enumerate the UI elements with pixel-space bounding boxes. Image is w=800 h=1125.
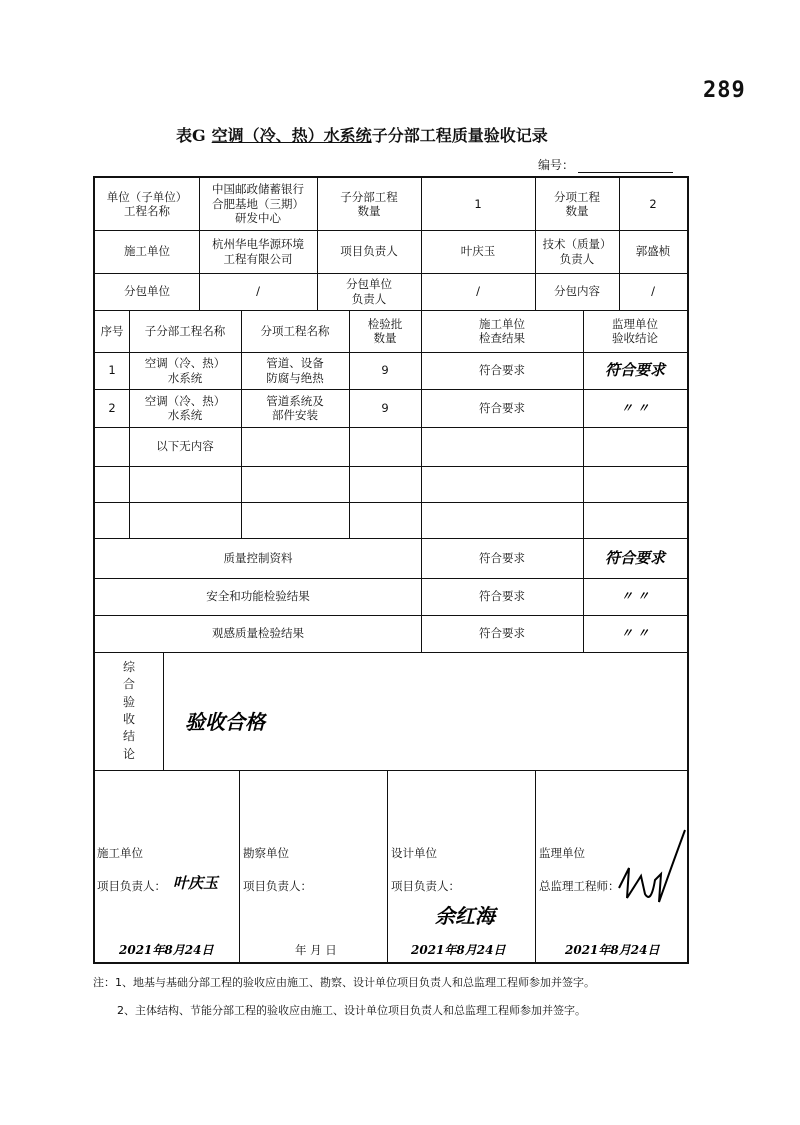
row-2-seq: 2	[108, 400, 116, 415]
row-2-item-project: 管道系统及 部件安装	[266, 393, 324, 422]
sig-design-role: 项目负责人：	[391, 879, 460, 893]
sig-constructor-sign: 叶庆玉	[173, 874, 219, 892]
sub-project-count-value: 1	[474, 196, 482, 211]
row-1-item-project: 管道、设备 防腐与绝热	[266, 356, 324, 385]
header-item-project: 分项工程名称	[260, 323, 330, 338]
form-title	[176, 123, 548, 146]
sig-survey-date: 年 月 日	[295, 943, 337, 957]
check-quality-control-label: 质量控制资料	[223, 550, 293, 565]
title-underlined: 空调（冷、热）水系统	[211, 126, 372, 145]
unit-name-value: 中国邮政储蓄银行 合肥基地（三期） 研发中心	[212, 182, 304, 226]
row-1-sub-project: 空调（冷、热） 水系统	[144, 356, 226, 385]
empty-note: 以下无内容	[156, 439, 214, 454]
page-number: 289	[703, 78, 746, 103]
sig-survey-role: 项目负责人：	[243, 879, 312, 893]
tech-lead-value: 郭盛桢	[635, 244, 671, 259]
row-1-check: 符合要求	[479, 363, 525, 378]
form-number	[538, 156, 673, 173]
sig-design-sign: 余红海	[435, 904, 495, 928]
item-count-value: 2	[649, 196, 657, 211]
sig-constructor-date: 2021年8月24日	[119, 943, 214, 957]
subcontract-content-label: 分包内容	[554, 284, 600, 299]
title-prefix: 表G	[176, 126, 206, 145]
subcontract-content-value: /	[651, 284, 655, 299]
row-2-sub-project: 空调（冷、热） 水系统	[144, 393, 226, 422]
sig-design-unit: 设计单位	[391, 846, 437, 860]
summary-value: 验收合格	[185, 709, 265, 734]
unit-name-label: 单位（子单位） 工程名称	[106, 189, 188, 218]
number-blank-line	[578, 160, 673, 173]
subcontractor-lead-label: 分包单位 负责人	[346, 277, 392, 306]
header-batch-count: 检验批 数量	[367, 316, 403, 345]
constructor-label: 施工单位	[124, 244, 170, 259]
check-safety-conclusion: 〃 〃	[620, 589, 650, 603]
row-1-batch-count: 9	[381, 363, 389, 378]
check-appearance-label: 观感质量检验结果	[212, 626, 304, 641]
check-appearance-result: 符合要求	[479, 626, 525, 641]
acceptance-form	[93, 176, 689, 964]
note-2: 2、主体结构、节能分部工程的验收应由施工、设计单位项目负责人和总监理工程师参加并签字。	[117, 1004, 586, 1017]
sig-survey-unit: 勘察单位	[243, 846, 289, 860]
summary-label: 综 合 验 收 结 论	[122, 659, 135, 761]
sig-design-date: 2021年8月24日	[411, 943, 506, 957]
supervisor-signature-scribble	[615, 828, 687, 908]
title-rest: 子分部工程质量验收记录	[371, 126, 548, 145]
project-manager-label: 项目负责人	[340, 244, 398, 259]
header-sub-project: 子分部工程名称	[144, 323, 226, 338]
sig-constructor-unit: 施工单位	[97, 846, 143, 860]
project-manager-value: 叶庆玉	[460, 244, 496, 259]
tech-lead-label: 技术（质量） 负责人	[542, 237, 612, 266]
constructor-value: 杭州华电华源环境 工程有限公司	[212, 237, 304, 266]
row-1-conclusion: 符合要求	[604, 361, 665, 380]
subcontractor-label: 分包单位	[124, 284, 170, 299]
note-1: 注：1、地基与基础分部工程的验收应由施工、勘察、设计单位项目负责人和总监理工程师参加并签字。	[93, 976, 595, 989]
sub-project-count-label: 子分部工程 数量	[340, 189, 398, 218]
row-2-check: 符合要求	[479, 400, 525, 415]
header-constructor-check: 施工单位 检查结果	[479, 316, 525, 345]
header-seq: 序号	[100, 323, 124, 338]
check-safety-result: 符合要求	[479, 589, 525, 604]
subcontractor-value: /	[256, 284, 260, 299]
sig-constructor-role: 项目负责人：	[97, 879, 166, 893]
row-2-batch-count: 9	[381, 400, 389, 415]
check-appearance-conclusion: 〃 〃	[620, 626, 650, 640]
row-2-conclusion: 〃 〃	[620, 400, 650, 415]
number-label: 编号：	[538, 158, 575, 172]
check-quality-control-result: 符合要求	[479, 550, 525, 565]
subcontractor-lead-value: /	[476, 284, 480, 299]
item-count-label: 分项工程 数量	[554, 189, 600, 218]
check-safety-label: 安全和功能检验结果	[206, 589, 310, 604]
sig-supervisor-date: 2021年8月24日	[565, 943, 660, 957]
sig-supervisor-unit: 监理单位	[539, 846, 585, 860]
sig-supervisor-role: 总监理工程师：	[539, 879, 620, 893]
check-quality-control-conclusion: 符合要求	[604, 548, 665, 567]
row-1-seq: 1	[108, 363, 116, 378]
header-supervisor-conclusion: 监理单位 验收结论	[612, 316, 658, 345]
